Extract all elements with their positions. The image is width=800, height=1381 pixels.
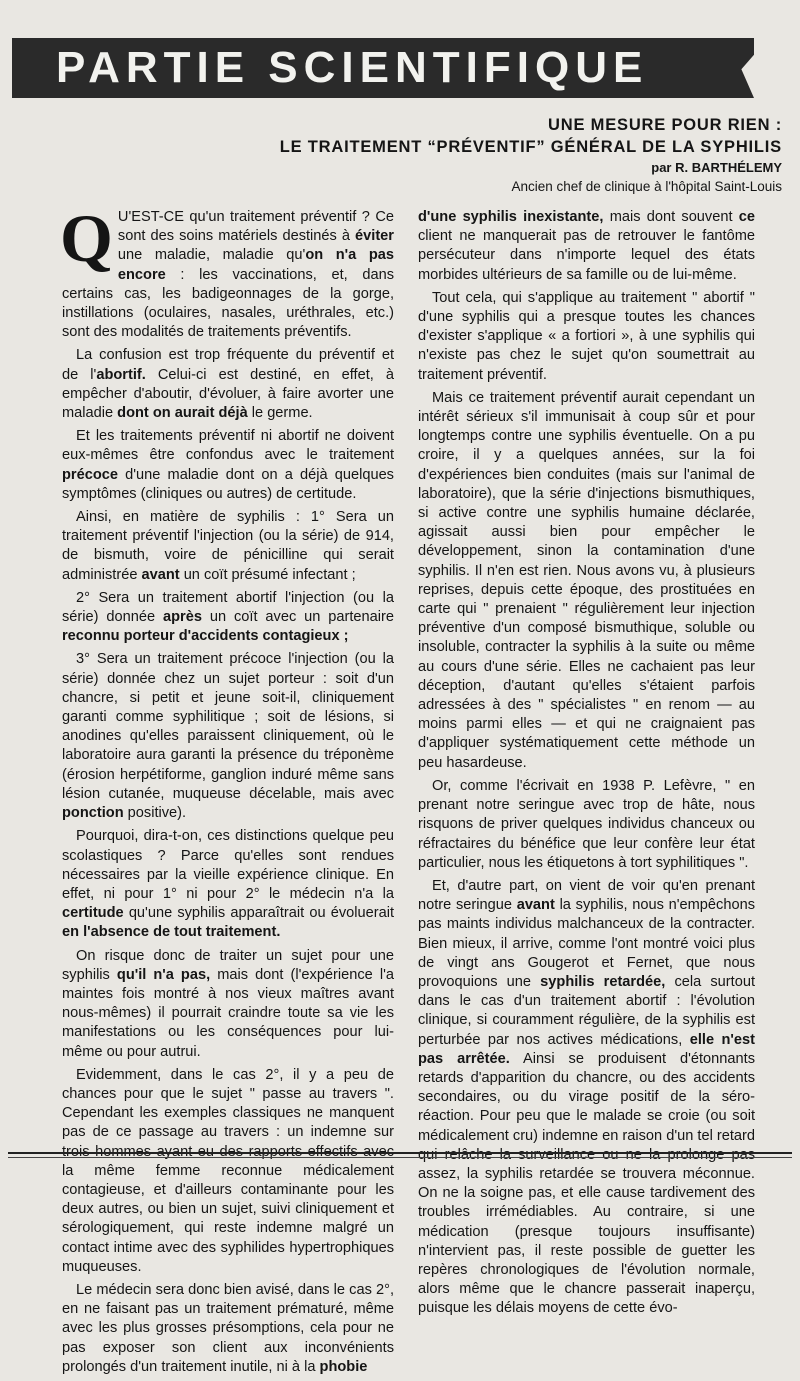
text-run: client ne manquerait pas de retrouver le fantôme persécuteur dans n'importe lequel des états morbides ultérieurs de sa famille ou de lui-même. [418, 228, 755, 283]
text-run: On risque donc de traiter un sujet pour une syphilis [62, 947, 394, 983]
text-run: Le médecin sera donc bien avisé, dans le cas 2°, en ne faisant pas un traitement prématuré, même avec les plus grosses présomptions, cela pour ne pas exposer son client aux inconvénients prolongés d'un traitement inutile, ni à la [62, 1281, 394, 1375]
emphasis: en l'absence de tout traitement. [62, 924, 281, 941]
page-bottom-rule-thin [8, 1157, 792, 1158]
section-banner-title: PARTIE SCIENTIFIQUE [56, 43, 649, 92]
article-byline: par R. BARTHÉLEMY [651, 160, 782, 175]
text-run: Ainsi, en matière de syphilis : 1° Sera un traitement préventif l'injection (ou la série) de 914, de bismuth, voire de pénicilline qui serait administrée [62, 509, 394, 583]
text-run: Tout cela, qui s'applique au traitement " abortif " d'une syphilis qui a presque toutes les chances d'exister s'applique « a fortiori », à une syphilis qui n'existe pas chez le sujet qu'on soumettrait au traitement préventif. [418, 289, 755, 383]
emphasis: ponction [62, 805, 124, 822]
paragraph [62, 947, 394, 1062]
paragraph [418, 208, 755, 285]
page-bottom-rule [8, 1152, 792, 1154]
text-run: Et, d'autre part, on vient de voir qu'en prenant notre seringue [418, 877, 755, 914]
emphasis: ce [738, 209, 755, 225]
emphasis: qu'il n'a pas, [116, 966, 211, 983]
emphasis: précoce [62, 466, 118, 483]
paragraph [62, 650, 394, 823]
text-run: mais dont (l'expérience l'a maintes fois montré à nos vieux maîtres avant nous-mêmes) il pourrait craindre toute sa vie les manifestations ou les conséquences pour lui-même ou pour autrui. [62, 966, 394, 1060]
article-header [222, 114, 782, 197]
emphasis: après [163, 609, 202, 626]
article-kicker: UNE MESURE POUR RIEN : [548, 116, 782, 134]
text-run: 3° Sera un traitement précoce l'injection (ou la série) donnée chez un sujet porteur : soit d'un chancre, si petit et jeune soit-il, cliniquement garanti comme syphilitique ; soit de lésions, si anodines qu'elles paraissent cliniquement, où le laboratoire aura garanti la présence du tréponème (érosion herpétiforme, ganglion induré même sans lésion cutanée, muqueuse décelable, mais avec [62, 651, 394, 802]
emphasis: avant [516, 897, 555, 914]
paragraph [60, 200, 394, 342]
text-run: mais dont souvent [609, 209, 733, 225]
paragraph [62, 427, 394, 504]
paragraph [62, 1281, 394, 1377]
emphasis: abortif. [96, 366, 146, 383]
text-run: une maladie, maladie qu' [117, 247, 306, 264]
emphasis: reconnu porteur d'accidents contagieux ; [62, 628, 349, 645]
text-run: Mais ce traitement préventif aurait cependant un intérêt sérieux s'il immunisait à coup sûr et pour longtemps contre une syphilis éventuelle. On a pu croire, il y a quelques années, sur la foi d'expériences bien conduites (mais sur l'animal de laboratoire), que la série d'injections bismuthiques, si active contre une syphilis humaine déclarée, agissait aussi bien pour empêcher le développement, sinon la contamination d'une syphilis. Il n'en est rien. Nous avons vu, à plusieurs reprises, depuis cette époque, des prostituées en carte qui " prenaient " régulièrement leur injection préventive d'un composé bismuthique, soluble ou insoluble, contracter la syphilis à la suite ou même au cours d'une série. Elles ne cachaient pas leur déception, d'autant qu'elles s'étaient parfois adressées à des " spécialistes " en renom — au moins parmi elles — et qui ne craignaient pas d'appliquer systématiquement cette méthode un peu hasardeuse. [418, 389, 755, 771]
text-run: le germe. [251, 405, 313, 422]
emphasis: d'une syphilis inexistante, [418, 209, 604, 225]
text-run: Et les traitements préventif ni abortif ne doivent eux-mêmes être confondus avec le traitement [62, 428, 394, 464]
paragraph [418, 777, 755, 873]
text-run: Evidemment, dans le cas 2°, il y a peu de chances pour que le sujet " passe au travers ". Cependant les exemples classiques ne manquent pas de ce passage au travers : un indemne sur trois hommes ayant eu des rapports effectifs avec la même femme reconnue médicalement contagieuse, et d'ailleurs contaminante pour les deux autres, ou bien un sujet, suivi cliniquement et sérologiquement, qui reste indemne malgré un contact intime avec des syphilides hypertrophiques muqueuses. [62, 1066, 394, 1275]
text-run: un coït avec un partenaire [209, 609, 394, 626]
text-run: Pourquoi, dira-t-on, ces distinctions quelque peu scolastiques ? Parce qu'elles sont rendues nécessaires par la vieille expérience clinique. En effet, ni pour 1° ni pour 2° le médecin n'a la [62, 828, 394, 902]
text-run: cela surtout dans le cas d'un traitement abortif : l'évolution clinique, si couramment régulière, de la syphilis est perturbée par nos actives médications, [418, 973, 755, 1048]
text-run: un coït présumé infectant ; [183, 566, 356, 583]
text-run: 2° Sera un traitement abortif l'injection (ou la série) donnée [62, 589, 394, 626]
text-run: positive). [127, 805, 187, 822]
emphasis: elle n'est pas arrêtée. [418, 1031, 755, 1067]
paragraph [62, 827, 394, 942]
paragraph [62, 1066, 394, 1277]
paragraph [62, 589, 394, 647]
emphasis: dont on aurait déjà [117, 405, 248, 422]
text-run: d'une maladie dont on a déjà quelques symptômes (cliniques ou autres) de certitude. [62, 466, 394, 502]
text-run: U'EST-CE qu'un traitement préventif ? Ce sont des soins matériels destinés à [117, 209, 394, 245]
text-run: qu'une syphilis apparaîtrait ou évoluerait [128, 905, 394, 922]
paragraph [418, 389, 755, 773]
paragraph [418, 289, 755, 385]
text-run: : les vaccinations, et, dans certains cas, les badigeonnages de la gorge, instillations (oculaires, nasales, uréthrales, etc.) sont des modalités de traitements préventifs. [62, 266, 394, 341]
text-run: Celui-ci est destiné, en effet, à empêcher d'aboutir, d'évoluer, à faire avorter une maladie [62, 366, 395, 422]
text-run: Ainsi se produisent d'étonnants retards d'apparition du chancre, ou des accidents secondaires, ou du virage positif de la séro-réaction. Pour peu que le malade se croie (ou soit médicalement cru) indemne en raison d'un tel retard qui relâche la surveillance ou ne la prolonge pas assez, la syphilis retardée se trouvera méconnue. On ne la soigne pas, et elle cause tardivement des troubles irrémédiables. Au contraire, si une médication (presque toujours insuffisante) n'intervient pas, il reste possible de guetter les repères chronologiques de l'évolution normale, alors même que le chancre passerait inaperçu, puisque les délais moyens de cette évo- [418, 1050, 755, 1317]
emphasis: certitude [62, 905, 124, 922]
author-affiliation: Ancien chef de clinique à l'hôpital Saint-Louis [511, 179, 782, 194]
drop-cap: Q [60, 200, 113, 276]
text-run: Or, comme l'écrivait en 1938 P. Lefèvre, " en prenant notre seringue avec trop de hâte, nous risquons de priver quelques individus chanceux ou réfractaires du bénéfice que leur confère leur état particulier, nous les étiquetons à tort syphilitiques ". [418, 777, 755, 871]
paragraph [62, 346, 394, 423]
text-column-left [60, 200, 395, 1381]
article-headline: LE TRAITEMENT “PRÉVENTIF” GÉNÉRAL DE LA SYPHILIS [279, 138, 782, 156]
text-run: la syphilis, nous n'empêchons pas maints individus malchanceux de la contracter. Bien mieux, il arrive, comme l'ont montré voici plus de vingt ans Gougerot et Fernet, que nous provoquions une [418, 897, 755, 990]
text-column-right [418, 208, 755, 1323]
paragraph [418, 877, 755, 1319]
emphasis: phobie [319, 1358, 368, 1375]
emphasis: éviter [355, 228, 394, 245]
text-run: La confusion est trop fréquente du préventif et de l' [62, 347, 394, 383]
emphasis: avant [141, 566, 180, 583]
emphasis: on n'a pas encore [117, 247, 394, 283]
emphasis: syphilis retardée, [540, 973, 666, 990]
paragraph [62, 508, 394, 585]
